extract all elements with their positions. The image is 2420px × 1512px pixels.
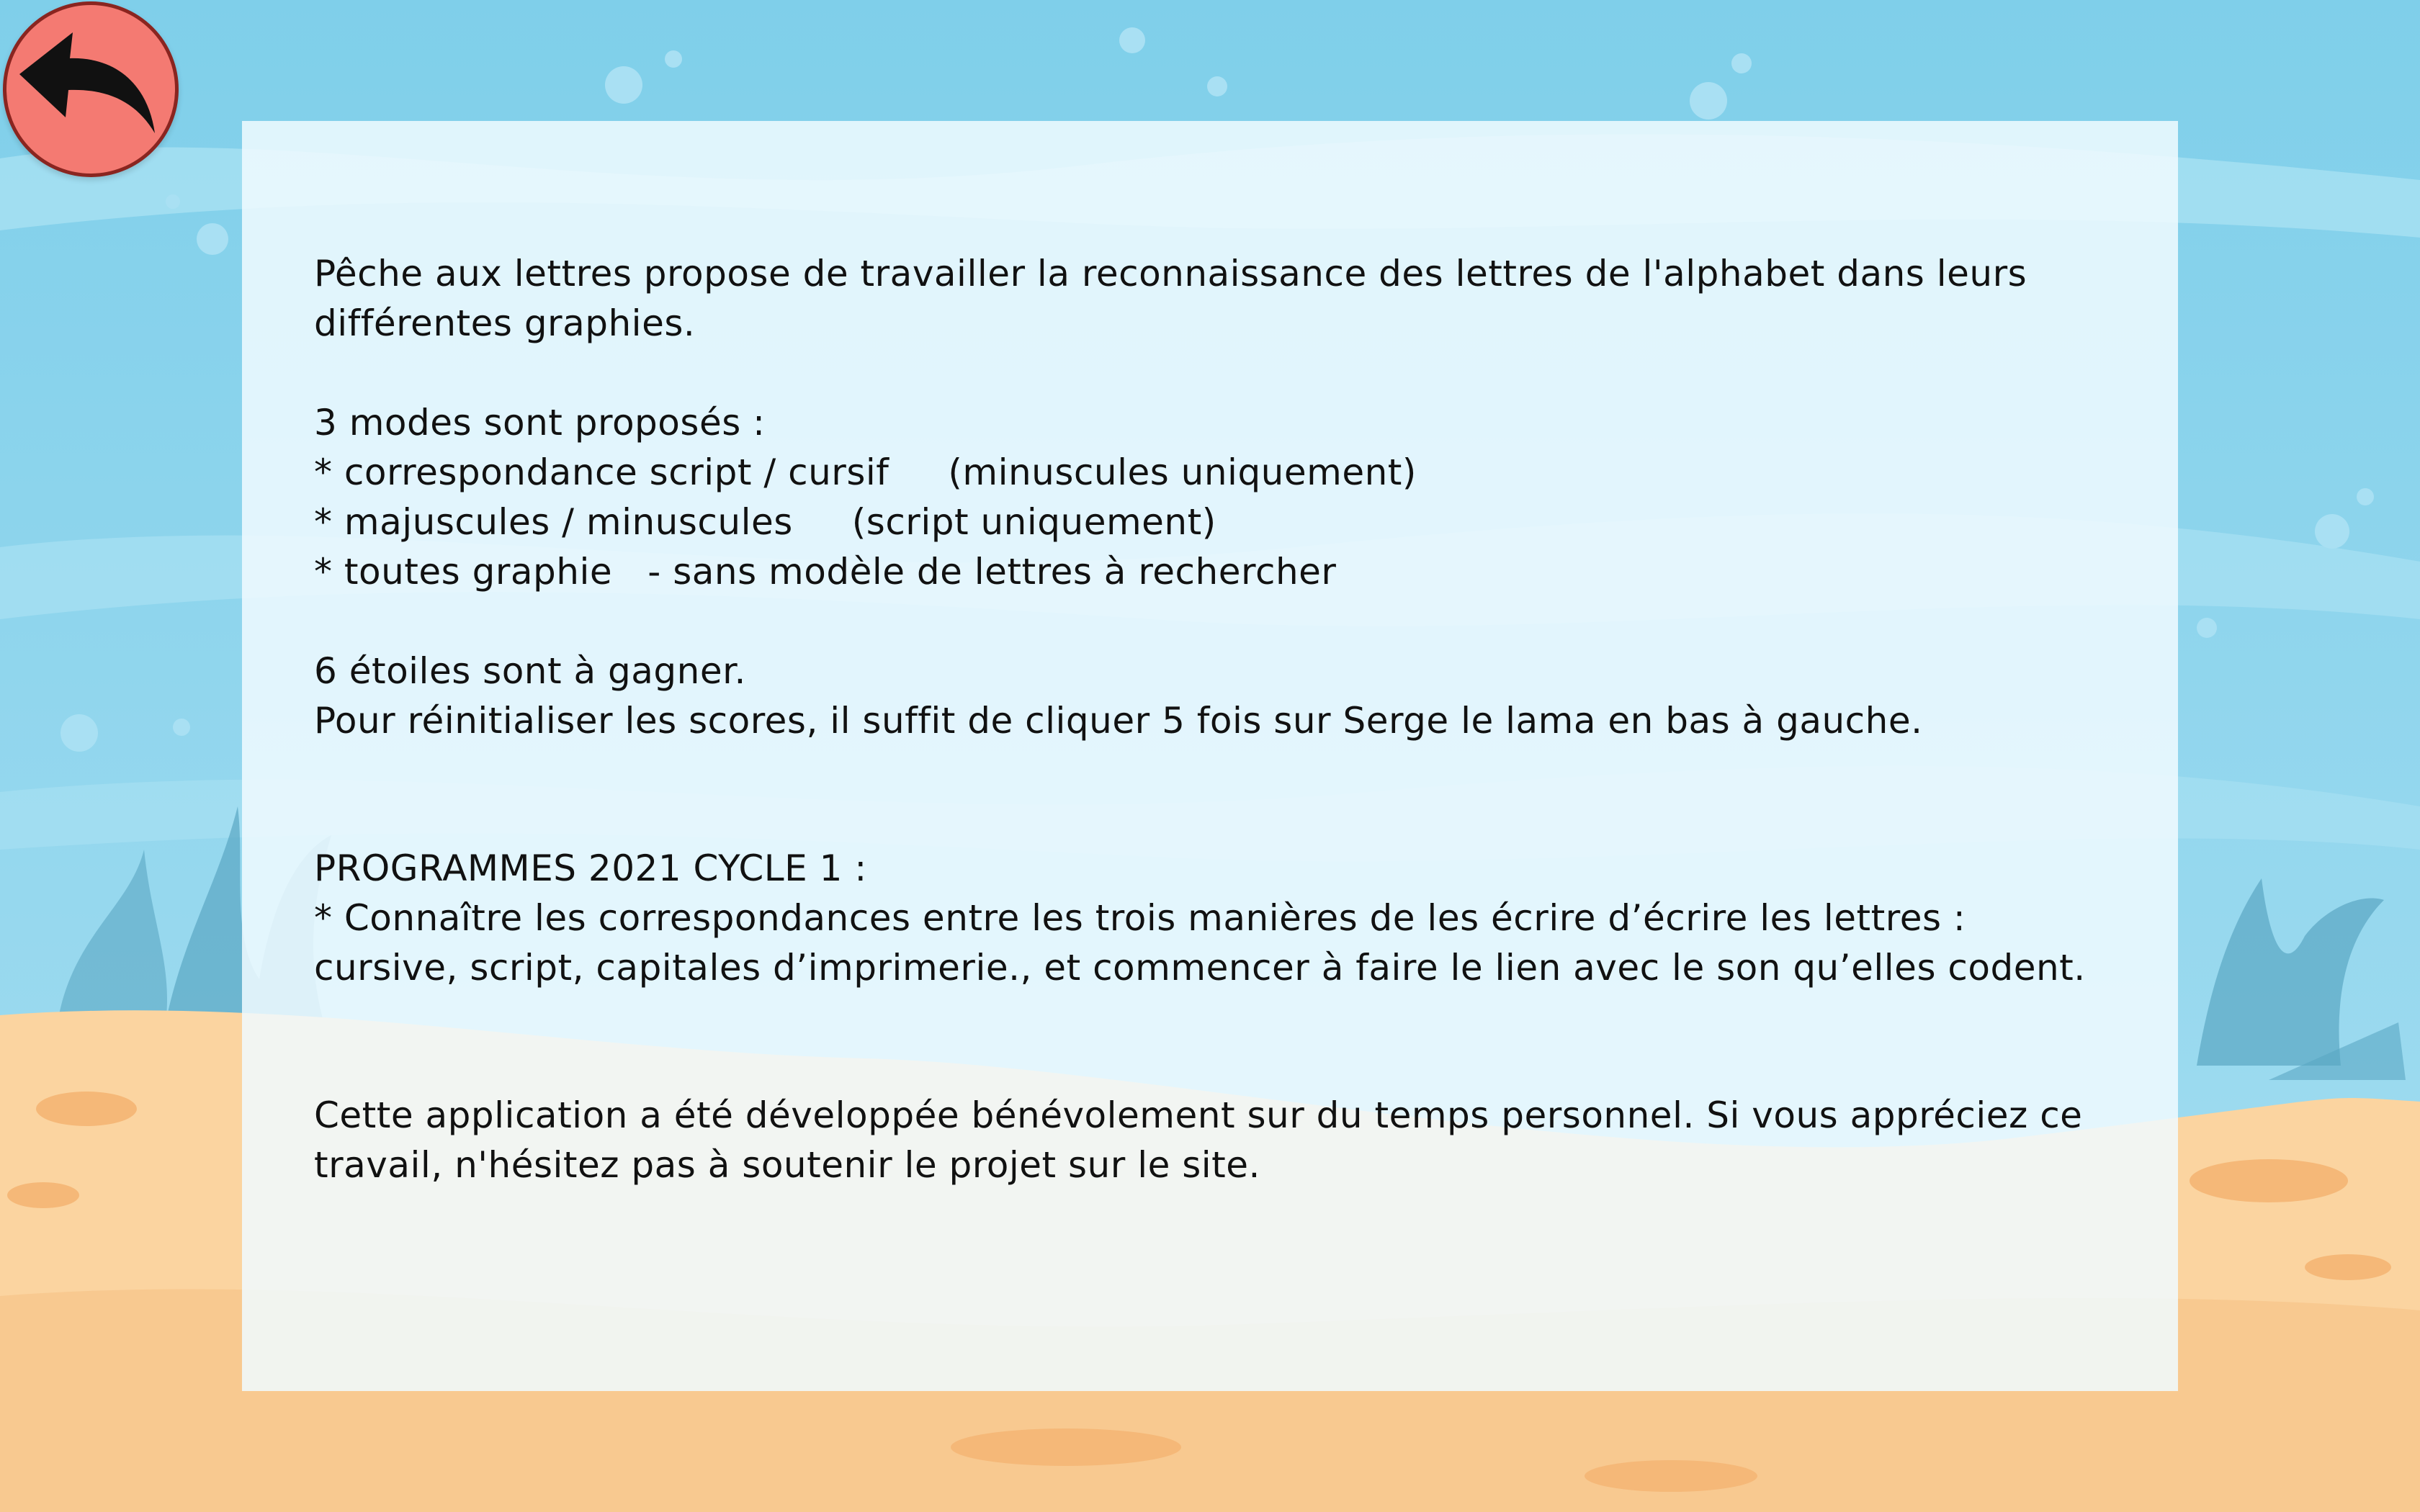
stars-text: 6 étoiles sont à gagner. [314, 650, 746, 692]
intro-text-line-2: différentes graphies. [314, 302, 696, 344]
support-text-line-1: Cette application a été développée bénévolement sur du temps personnel. Si vous appréciez ce [314, 1094, 2083, 1136]
intro-text-line-1: Pêche aux lettres propose de travailler la reconnaissance des lettres de l'alphabet dans leurs [314, 253, 2027, 294]
back-button[interactable] [3, 1, 179, 177]
mode-item-majuscules-minuscules: * majuscules / minuscules (script uniquement) [314, 501, 1216, 543]
mode-item-script-cursif: * correspondance script / cursif (minuscules uniquement) [314, 451, 1417, 493]
back-arrow-icon [6, 5, 175, 174]
modes-title: 3 modes sont proposés : [314, 402, 766, 444]
info-panel [242, 121, 2178, 1391]
program-title: PROGRAMMES 2021 CYCLE 1 : [314, 847, 867, 889]
program-text-line-1: * Connaître les correspondances entre les trois manières de les écrire d’écrire les lettres : [314, 897, 1966, 939]
support-text-line-2: travail, n'hésitez pas à soutenir le projet sur le site. [314, 1144, 1260, 1186]
mode-item-toutes-graphies: * toutes graphie - sans modèle de lettres à rechercher [314, 551, 1337, 593]
reset-scores-text: Pour réinitialiser les scores, il suffit de cliquer 5 fois sur Serge le lama en bas à gauche. [314, 700, 1923, 742]
program-text-line-2: cursive, script, capitales d’imprimerie., et commencer à faire le lien avec le son qu’elles codent. [314, 947, 2086, 989]
